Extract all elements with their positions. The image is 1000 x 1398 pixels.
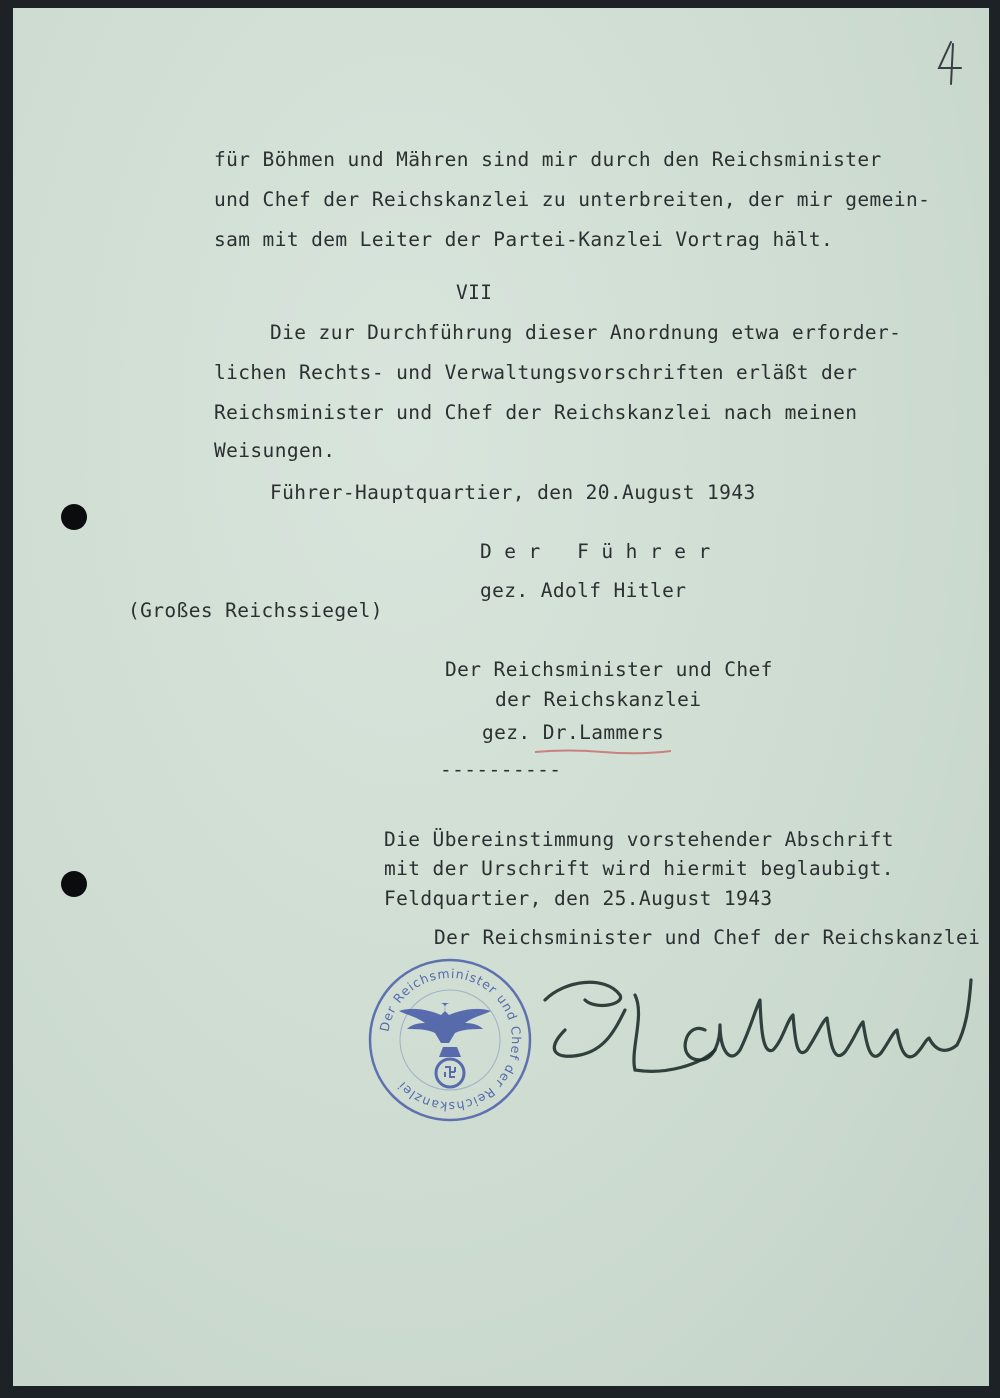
document-page: [13, 8, 989, 1386]
paragraph-7-line-2: lichen Rechts- und Verwaltungsvorschriften erläßt der: [214, 361, 858, 384]
certifier-title: Der Reichsminister und Chef der Reichskanzlei: [434, 926, 981, 949]
handwritten-page-number: [935, 38, 965, 88]
paragraph-6-line-1: für Böhmen und Mähren sind mir durch den Reichsminister: [214, 148, 882, 171]
paragraph-6-line-2: und Chef der Reichskanzlei zu unterbreiten, der mir gemein-: [214, 188, 931, 211]
stamp-ring-text: Der Reichsminister und Chef der Reichskanzlei: [376, 965, 525, 1115]
eagle-icon: [399, 1003, 491, 1057]
place-date: Führer-Hauptquartier, den 20.August 1943: [270, 481, 756, 504]
emblem-icon: [445, 1067, 455, 1077]
punch-hole-upper: [61, 504, 87, 530]
paragraph-7-line-4: Weisungen.: [214, 439, 336, 462]
paragraph-7-line-1: Die zur Durchführung dieser Anordnung etwa erforder-: [270, 321, 902, 344]
punch-hole-lower: [61, 871, 87, 897]
certification-line-3: Feldquartier, den 25.August 1943: [384, 887, 773, 910]
official-stamp: [365, 955, 535, 1125]
fuehrer-title: D e r F ü h r e r: [480, 540, 711, 563]
paragraph-7-line-3: Reichsminister und Chef der Reichskanzlei nach meinen: [214, 401, 858, 424]
section-heading: VII: [456, 281, 493, 304]
minister-title-line-2: der Reichskanzlei: [495, 688, 702, 711]
red-pencil-underline: [533, 746, 673, 756]
fuehrer-signature: gez. Adolf Hitler: [480, 579, 687, 602]
seal-note: (Großes Reichssiegel): [128, 599, 383, 622]
minister-title-line-1: Der Reichsminister und Chef: [445, 658, 773, 681]
minister-signature: gez. Dr.Lammers: [482, 721, 665, 744]
separator-line: ----------: [440, 758, 562, 781]
certification-line-2: mit der Urschrift wird hiermit beglaubigt.: [384, 857, 894, 880]
certification-line-1: Die Übereinstimmung vorstehender Abschrift: [384, 828, 894, 851]
handwritten-signature: [525, 970, 985, 1120]
paragraph-6-line-3: sam mit dem Leiter der Partei-Kanzlei Vortrag hält.: [214, 228, 834, 251]
